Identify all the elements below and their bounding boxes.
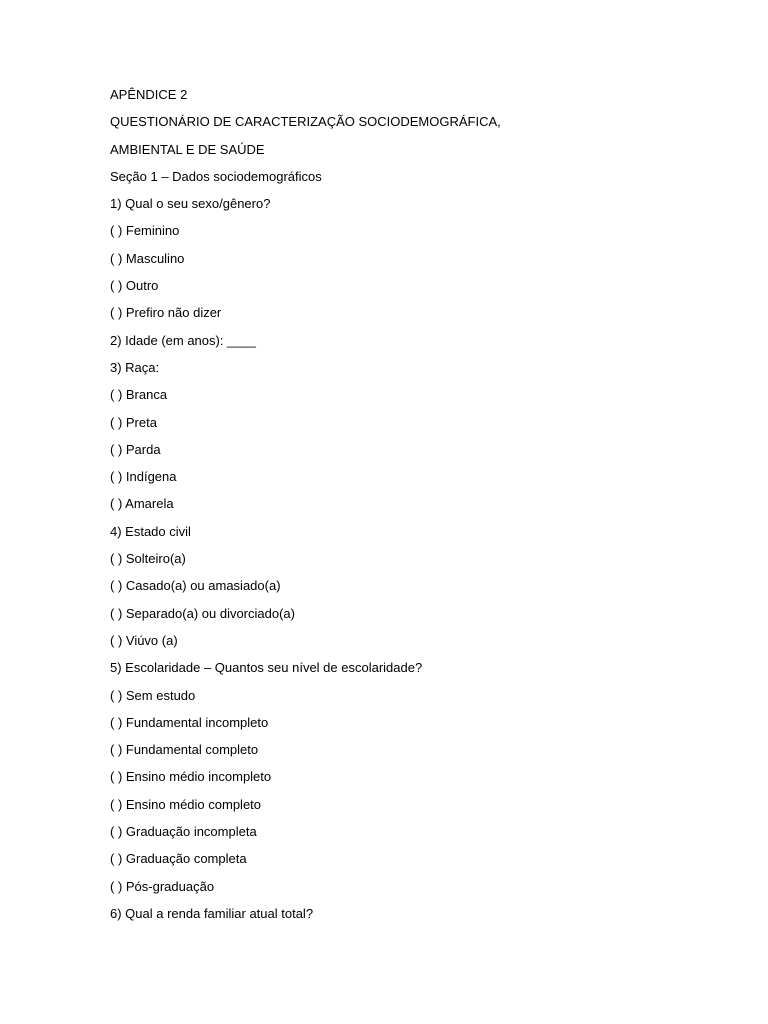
option-line: ( ) Indígena	[110, 469, 177, 485]
option-line: ( ) Fundamental incompleto	[110, 714, 269, 730]
question-3: 3) Raça:	[110, 359, 160, 375]
question-6: 6) Qual a renda familiar atual total?	[110, 905, 314, 921]
option-line: ( ) Graduação completa	[110, 851, 247, 867]
question-5: 5) Escolaridade – Quantos seu nível de escolaridade?	[110, 660, 423, 676]
option-line: ( ) Ensino médio incompleto	[110, 769, 272, 785]
option-line: ( ) Separado(a) ou divorciado(a)	[110, 605, 295, 621]
option-line: ( ) Graduação incompleta	[110, 824, 257, 840]
question-2: 2) Idade (em anos): ____	[110, 332, 256, 348]
option-line: ( ) Pós-graduação	[110, 878, 215, 894]
option-line: ( ) Preta	[110, 414, 157, 430]
option-line: ( ) Prefiro não dizer	[110, 305, 222, 321]
question-1: 1) Qual o seu sexo/gênero?	[110, 196, 271, 212]
option-line: ( ) Viúvo (a)	[110, 632, 178, 648]
option-line: ( ) Masculino	[110, 250, 185, 266]
option-line: ( ) Casado(a) ou amasiado(a)	[110, 578, 281, 594]
option-line: ( ) Outro	[110, 278, 159, 294]
option-line: ( ) Branca	[110, 387, 168, 403]
option-line: ( ) Amarela	[110, 496, 174, 512]
option-line: ( ) Fundamental completo	[110, 742, 259, 758]
questionnaire-title-line-1: QUESTIONÁRIO DE CARACTERIZAÇÃO SOCIODEMOGRÁFICA,	[110, 114, 501, 130]
option-line: ( ) Parda	[110, 441, 161, 457]
document-body	[110, 85, 710, 931]
appendix-heading: APÊNDICE 2	[110, 87, 188, 102]
option-line: ( ) Feminino	[110, 223, 180, 239]
question-4: 4) Estado civil	[110, 523, 191, 539]
section-heading: Seção 1 – Dados sociodemográficos	[110, 168, 322, 184]
questionnaire-title-line-2: AMBIENTAL E DE SAÚDE	[110, 141, 265, 157]
option-line: ( ) Solteiro(a)	[110, 551, 186, 567]
option-line: ( ) Sem estudo	[110, 687, 196, 703]
option-line: ( ) Ensino médio completo	[110, 796, 262, 812]
